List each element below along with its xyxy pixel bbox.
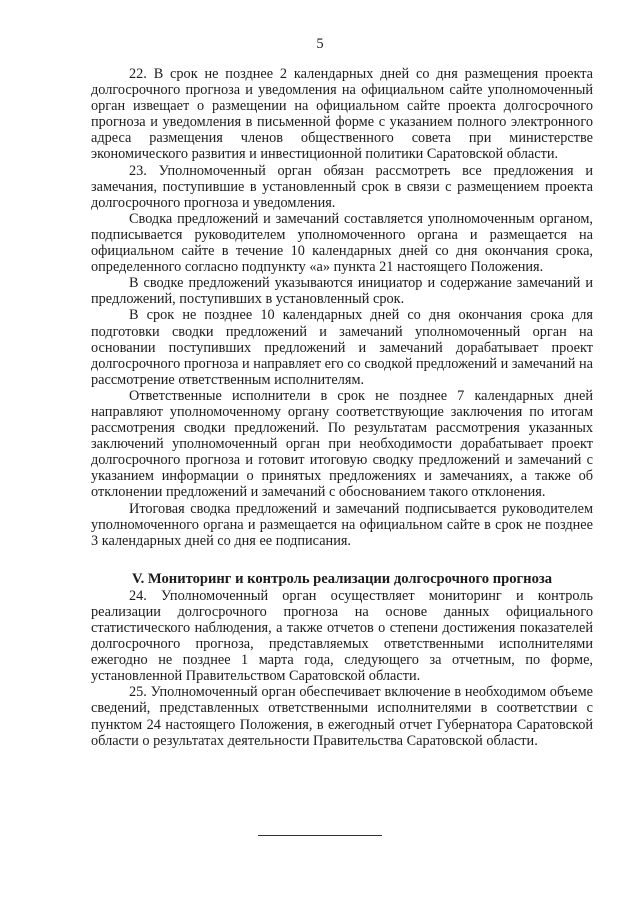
- paragraph-25: 25. Уполномоченный орган обеспечивает включение в необходимом объеме сведений, представленных ответственными исполнителями в соответствии с пунктом 24 настоящего Положения, в ежегодный отчет Губернатора Саратовской области о результатах деятельности Правительства Саратовской области.: [91, 684, 593, 749]
- paragraph-executor-conclusions: Ответственные исполнители в срок не позднее 7 календарных дней направляют уполномоченному органу соответствующие заключения по итогам рассмотрения сводки предложений. По результатам рассмотрения указанных заключений уполномоченный орган при необходимости дорабатывает проект долгосрочного прогноза и готовит итоговую сводку предложений и замечаний с указанием информации о принятых предложениях и замечаниях, а также об отклонении предложений и замечаний с обоснованием такого отклонения.: [91, 387, 593, 501]
- page-number: 5: [316, 36, 324, 52]
- paragraph-23: 23. Уполномоченный орган обязан рассмотреть все предложения и замечания, поступившие в установленный срок в связи с размещением проекта долгосрочного прогноза и уведомления.: [91, 162, 593, 211]
- paragraph-summary-compilation: Сводка предложений и замечаний составляется уполномоченным органом, подписывается руководителем уполномоченного органа и размещается на официальном сайте в течение 10 календарных дней со дня окончания срока, определенного согласно подпункту «а» пункта 21 настоящего Положения.: [91, 210, 593, 276]
- paragraph-22: 22. В срок не позднее 2 календарных дней со дня размещения проекта долгосрочного прогноза и уведомления на официальном сайте уполномоченный орган извещает о размещении на официальном сайте проекта долгосрочного прогноза и уведомления в письменной форме с указанием полного электронного адреса размещения членов общественного совета при министерстве экономического развития и инвестиционной политики Саратовской области.: [91, 66, 593, 163]
- paragraph-forecast-revision: В срок не позднее 10 календарных дней со дня окончания срока для подготовки сводки предложений и замечаний уполномоченный орган на основании поступивших предложений и замечаний дорабатывает проект долгосрочного прогноза и направляет его со сводкой предложений и замечаний на рассмотрение ответственным исполнителям.: [91, 307, 593, 388]
- footer-rule: [258, 835, 382, 836]
- section-spacer: [91, 549, 593, 571]
- document-body: [91, 66, 593, 749]
- paragraph-final-summary: Итоговая сводка предложений и замечаний подписывается руководителем уполномоченного органа и размещается на официальном сайте в срок не позднее 3 календарных дней со дня ее подписания.: [91, 500, 593, 549]
- paragraph-summary-contents: В сводке предложений указываются инициатор и содержание замечаний и предложений, поступивших в установленный срок.: [91, 275, 593, 308]
- section-heading: V. Мониторинг и контроль реализации долгосрочного прогноза: [131, 570, 553, 587]
- paragraph-24: 24. Уполномоченный орган осуществляет мониторинг и контроль реализации долгосрочного прогноза на основе данных официального статистического наблюдения, а также отчетов о степени достижения показателей долгосрочного прогноза, представляемых ответственными исполнителями ежегодно не позднее 1 марта года, следующего за отчетным, по форме, установленной Правительством Саратовской области.: [91, 587, 593, 685]
